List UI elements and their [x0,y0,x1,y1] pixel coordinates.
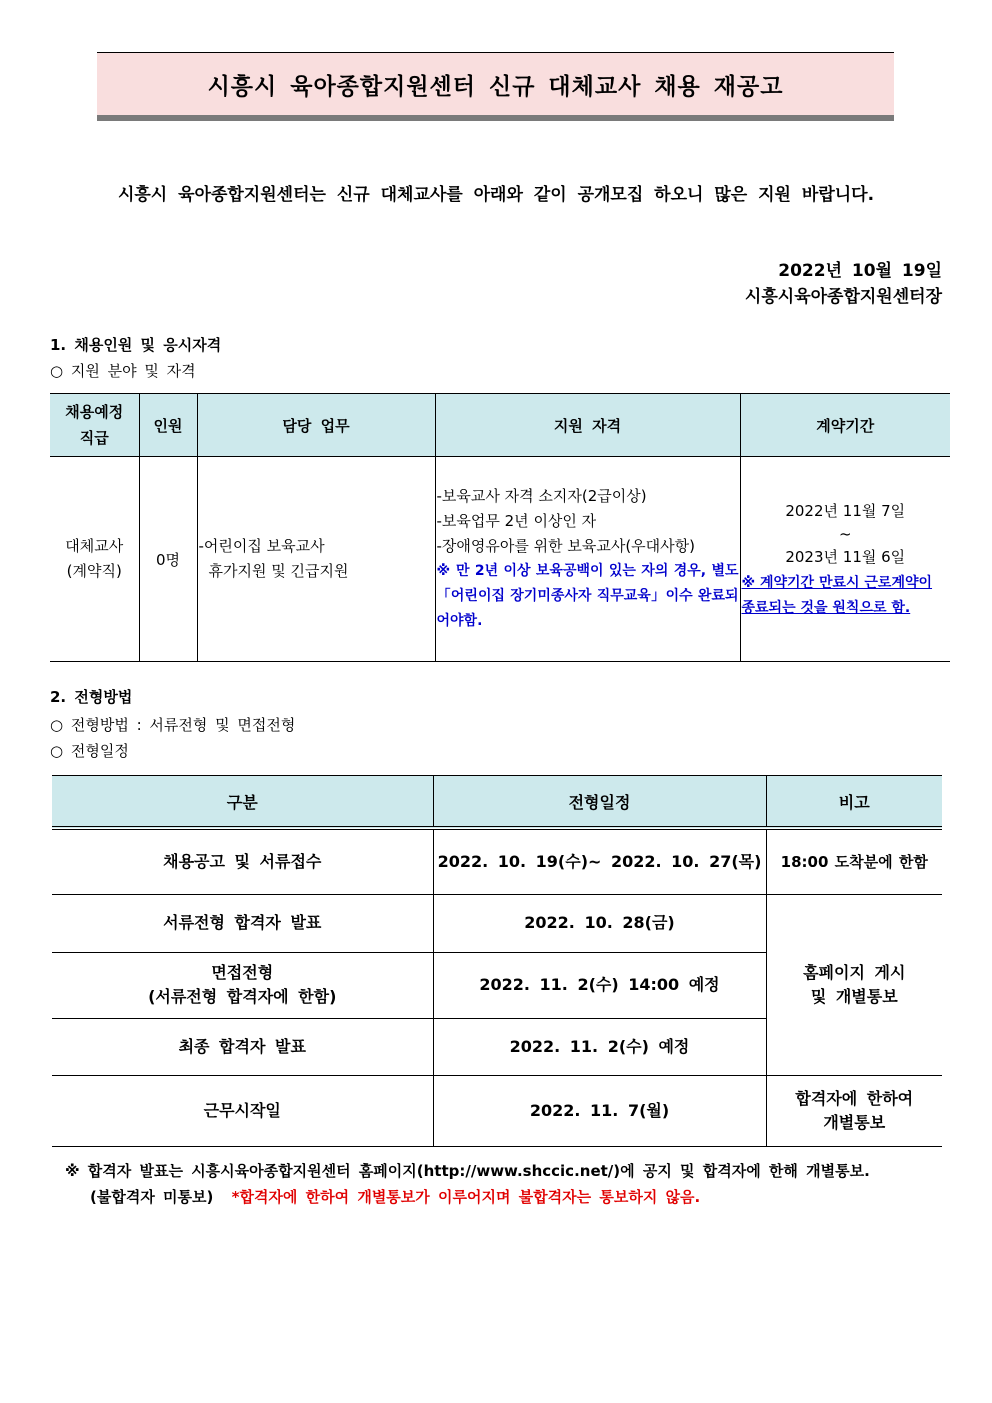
table-header-row [50,394,950,457]
footnote-unsuccessful: (불합격자 미통보) [90,1188,214,1206]
section1-heading: 1. 채용인원 및 응시자격 [50,336,222,354]
header-duty: 담당 업무 [197,394,435,457]
section2-heading: 2. 전형방법 [50,688,133,706]
row-date: 2022. 11. 7(월) [433,1075,766,1146]
qualification-note: ※ 만 2년 이상 보육공백이 있는 자의 경우, 별도「어린이집 장기미종사자 직무교육」이수 완료되어야함. [436,563,739,629]
table-header-row [52,776,942,829]
signer: 시흥시육아종합지원센터장 [744,287,942,307]
row-label: 서류전형 합격자 발표 [52,894,433,952]
table-row [52,1075,942,1146]
header-period: 계약기간 [740,394,950,457]
row-label: 근무시작일 [52,1075,433,1146]
page-title: 시흥시 육아종합지원센터 신규 대체교사 채용 재공고 [97,52,894,121]
table-row [52,828,942,894]
row-note: 18:00 도착분에 한함 [766,828,942,894]
schedule-table [52,775,942,1147]
header-position: 채용예정 직급 [50,394,139,457]
duty-cell: -어린이집 보육교사 휴가지원 및 긴급지원 [197,457,435,662]
row-note: 합격자에 한하여 개별통보 [766,1075,942,1146]
period-note: ※ 계약기간 만료시 근로계약이 종료되는 것을 원칙으로 함. [741,575,933,616]
issue-block [745,258,942,310]
table-row [52,894,942,952]
row-label: 최종 합격자 발표 [52,1018,433,1075]
row-date: 2022. 11. 2(수) 예정 [433,1018,766,1075]
header-qualification: 지원 자격 [435,394,740,457]
merged-note: 홈페이지 게시 및 개별통보 [766,894,942,1075]
table-row [50,457,950,662]
footnote-line2 [90,1186,700,1207]
header-remark: 비고 [766,776,942,829]
row-label: 채용공고 및 서류접수 [52,828,433,894]
section2-schedule-label: ○ 전형일정 [50,742,129,760]
row-date: 2022. 10. 19(수)~ 2022. 10. 27(목) [433,828,766,894]
header-category: 구분 [52,776,433,829]
section2-method: ○ 전형방법 : 서류전형 및 면접전형 [50,716,296,734]
issue-date: 2022년 10월 19일 [778,261,942,281]
intro-text: 시흥시 육아종합지원센터는 신규 대체교사를 아래와 같이 공개모집 하오니 많은 지원 바랍니다. [117,185,875,205]
qualification-cell: -보육교사 자격 소지자(2급이상) -보육업무 2년 이상인 자 -장애영유아를 위한 보육교사(우대사항) ※ 만 2년 이상 보육공백이 있는 자의 경우, 별도「어린이집 장기미종사자 직무교육」이수 완료되어야함. [435,457,740,662]
header-count: 인원 [139,394,197,457]
footnote-line1: ※ 합격자 발표는 시흥시육아종합지원센터 홈페이지(http://www.shccic.net/)에 공지 및 합격자에 한해 개별통보. [65,1162,870,1180]
row-date: 2022. 11. 2(수) 14:00 예정 [433,952,766,1018]
footnote-red: *합격자에 한하여 개별통보가 이루어지며 불합격자는 통보하지 않음. [231,1188,701,1206]
row-date: 2022. 10. 28(금) [433,894,766,952]
position-cell: 대체교사 (계약직) [50,457,139,662]
qualification-table [50,393,950,662]
section1-sub: ○ 지원 분야 및 자격 [50,362,196,380]
period-cell: 2022년 11월 7일 ~ 2023년 11월 6일 ※ 계약기간 만료시 근로계약이 종료되는 것을 원칙으로 함. [740,457,950,662]
header-schedule: 전형일정 [433,776,766,829]
count-cell: 0명 [139,457,197,662]
row-label: 면접전형 (서류전형 합격자에 한함) [52,952,433,1018]
